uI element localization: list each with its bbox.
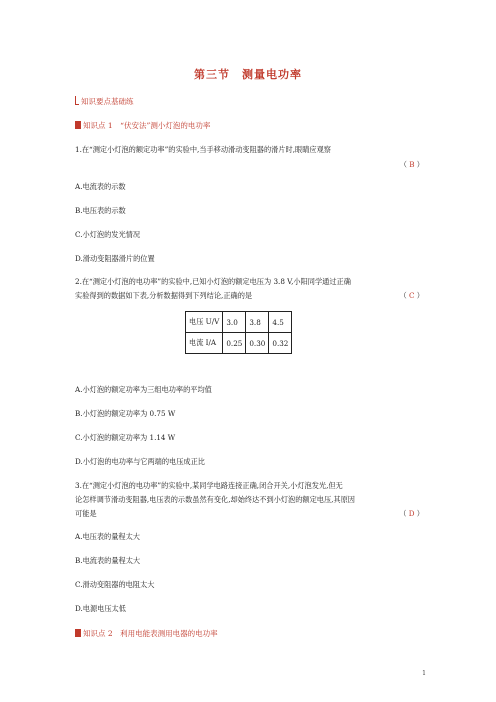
table-cell: 0.30 bbox=[246, 333, 269, 354]
marker-icon bbox=[75, 629, 81, 637]
question-2-option-a: A.小灯泡的额定功率为三组电功率的平均值 bbox=[75, 385, 212, 394]
question-3-option-a: A.电压表的量程太大 bbox=[75, 532, 140, 541]
question-2-stem-line-1: 2.在“测定小灯泡的电功率”的实验中,已知小灯泡的额定电压为 3.8 V,小阳同学通过正确 bbox=[75, 277, 351, 286]
section-tag-label: 知识要点基础练 bbox=[81, 97, 134, 106]
knowledge-point-label: 知识点 1 “伏安法”测小灯泡的电功率 bbox=[83, 121, 211, 130]
answer-letter: D bbox=[408, 509, 415, 518]
question-3-answer: （ D ） bbox=[399, 509, 424, 518]
bracket-icon bbox=[75, 96, 79, 105]
question-3-option-c: C.滑动变阻器的电阻太大 bbox=[75, 580, 155, 589]
row-header: 电流 I/A bbox=[186, 333, 223, 354]
data-table bbox=[185, 311, 292, 354]
question-3-option-d: D.电源电压太低 bbox=[75, 604, 126, 613]
page-number: 1 bbox=[422, 670, 426, 677]
question-2-option-d: D.小灯泡的电功率与它两端的电压成正比 bbox=[75, 457, 205, 466]
question-2-answer: （ C ） bbox=[399, 291, 424, 300]
table-cell: 0.32 bbox=[269, 333, 292, 354]
table-row bbox=[186, 312, 292, 333]
question-3-stem-line-2: 论怎样调节滑动变阻器,电压表的示数虽然有变化,却始终达不到小灯泡的额定电压,其原因 bbox=[75, 495, 355, 504]
table-cell: 4.5 bbox=[269, 312, 292, 333]
table-cell: 0.25 bbox=[223, 333, 246, 354]
marker-icon bbox=[75, 121, 81, 129]
table-cell: 3.8 bbox=[246, 312, 269, 333]
question-2-option-b: B.小灯泡的额定功率为 0.75 W bbox=[75, 409, 176, 418]
question-2-option-c: C.小灯泡的额定功率为 1.14 W bbox=[75, 433, 176, 442]
answer-letter: C bbox=[409, 291, 415, 300]
question-1-option-a: A.电流表的示数 bbox=[75, 182, 126, 191]
knowledge-point-1 bbox=[75, 120, 210, 131]
question-1-option-b: B.电压表的示数 bbox=[75, 206, 126, 215]
answer-letter: B bbox=[409, 160, 415, 169]
table-row bbox=[186, 333, 292, 354]
question-3-option-b: B.电流表的量程太大 bbox=[75, 556, 141, 565]
knowledge-point-label: 知识点 2 利用电能表测用电器的电功率 bbox=[83, 629, 218, 638]
section-tag bbox=[75, 96, 134, 107]
question-1-answer: （ B ） bbox=[399, 160, 424, 169]
row-header: 电压 U/V bbox=[186, 312, 223, 333]
question-1-stem: 1.在“测定小灯泡的额定功率”的实验中,当手移动滑动变阻器的滑片时,眼睛应观察 bbox=[75, 145, 331, 154]
question-3-stem-line-1: 3.在“测定小灯泡的电功率”的实验中,某同学电路连接正确,闭合开关,小灯泡发光,但无 bbox=[75, 481, 343, 490]
page-title: 第三节 测量电功率 bbox=[194, 68, 302, 81]
question-1-option-d: D.滑动变阻器滑片的位置 bbox=[75, 254, 155, 263]
question-3-stem-line-3: 可能是 bbox=[75, 509, 97, 518]
knowledge-point-2 bbox=[75, 628, 218, 639]
question-1-option-c: C.小灯泡的发光情况 bbox=[75, 230, 141, 239]
question-2-stem-line-2: 实验得到的数据如下表,分析数据得到下列结论,正确的是 bbox=[75, 291, 253, 300]
table-cell: 3.0 bbox=[223, 312, 246, 333]
